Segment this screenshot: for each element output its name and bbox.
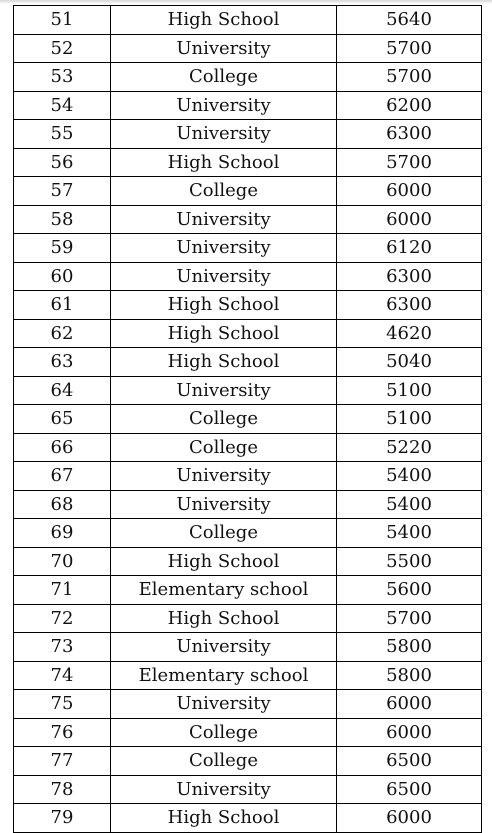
row-number-cell: 60 xyxy=(14,262,111,291)
value-cell: 6000 xyxy=(337,804,482,833)
value-cell: 5500 xyxy=(337,547,482,576)
table-row xyxy=(14,120,482,149)
education-cell: College xyxy=(111,405,337,434)
value-cell: 6500 xyxy=(337,747,482,776)
value-cell: 5700 xyxy=(337,604,482,633)
table-row xyxy=(14,348,482,377)
education-cell: College xyxy=(111,433,337,462)
value-cell: 6300 xyxy=(337,291,482,320)
value-cell: 6120 xyxy=(337,234,482,263)
table-row xyxy=(14,91,482,120)
row-number-cell: 54 xyxy=(14,91,111,120)
value-cell: 5100 xyxy=(337,376,482,405)
row-number-cell: 56 xyxy=(14,148,111,177)
value-cell: 5600 xyxy=(337,576,482,605)
row-number-cell: 55 xyxy=(14,120,111,149)
table-row xyxy=(14,747,482,776)
value-cell: 6000 xyxy=(337,690,482,719)
education-cell: College xyxy=(111,63,337,92)
row-number-cell: 62 xyxy=(14,319,111,348)
row-number-cell: 70 xyxy=(14,547,111,576)
value-cell: 6000 xyxy=(337,205,482,234)
row-number-cell: 75 xyxy=(14,690,111,719)
row-number-cell: 67 xyxy=(14,462,111,491)
table-row xyxy=(14,291,482,320)
row-number-cell: 52 xyxy=(14,34,111,63)
table-row xyxy=(14,718,482,747)
education-cell: College xyxy=(111,519,337,548)
education-cell: Elementary school xyxy=(111,661,337,690)
table-row xyxy=(14,604,482,633)
data-table xyxy=(13,5,482,833)
value-cell: 5700 xyxy=(337,63,482,92)
education-cell: High School xyxy=(111,604,337,633)
education-cell: College xyxy=(111,747,337,776)
education-cell: University xyxy=(111,234,337,263)
value-cell: 6000 xyxy=(337,718,482,747)
education-cell: High School xyxy=(111,547,337,576)
value-cell: 5040 xyxy=(337,348,482,377)
row-number-cell: 66 xyxy=(14,433,111,462)
value-cell: 5700 xyxy=(337,148,482,177)
education-cell: University xyxy=(111,462,337,491)
table-row xyxy=(14,148,482,177)
table-row xyxy=(14,319,482,348)
row-number-cell: 64 xyxy=(14,376,111,405)
education-cell: University xyxy=(111,91,337,120)
row-number-cell: 58 xyxy=(14,205,111,234)
table-row xyxy=(14,262,482,291)
table-row xyxy=(14,405,482,434)
row-number-cell: 57 xyxy=(14,177,111,206)
row-number-cell: 74 xyxy=(14,661,111,690)
row-number-cell: 73 xyxy=(14,633,111,662)
value-cell: 5400 xyxy=(337,462,482,491)
table-row xyxy=(14,433,482,462)
table-row xyxy=(14,376,482,405)
table-body xyxy=(14,6,482,833)
education-cell: College xyxy=(111,718,337,747)
value-cell: 6200 xyxy=(337,91,482,120)
value-cell: 5100 xyxy=(337,405,482,434)
education-cell: University xyxy=(111,633,337,662)
education-cell: University xyxy=(111,120,337,149)
row-number-cell: 79 xyxy=(14,804,111,833)
table-row xyxy=(14,690,482,719)
value-cell: 4620 xyxy=(337,319,482,348)
table-row xyxy=(14,775,482,804)
row-number-cell: 61 xyxy=(14,291,111,320)
education-cell: University xyxy=(111,34,337,63)
table-row xyxy=(14,804,482,833)
row-number-cell: 65 xyxy=(14,405,111,434)
value-cell: 5640 xyxy=(337,6,482,35)
table-row xyxy=(14,633,482,662)
value-cell: 5800 xyxy=(337,661,482,690)
education-cell: High School xyxy=(111,348,337,377)
row-number-cell: 76 xyxy=(14,718,111,747)
row-number-cell: 72 xyxy=(14,604,111,633)
value-cell: 6500 xyxy=(337,775,482,804)
row-number-cell: 69 xyxy=(14,519,111,548)
education-cell: High School xyxy=(111,6,337,35)
value-cell: 5800 xyxy=(337,633,482,662)
education-cell: University xyxy=(111,490,337,519)
table-row xyxy=(14,462,482,491)
table-row xyxy=(14,177,482,206)
table-row xyxy=(14,661,482,690)
table-row xyxy=(14,547,482,576)
page-top-edge xyxy=(0,0,492,4)
value-cell: 5700 xyxy=(337,34,482,63)
value-cell: 5220 xyxy=(337,433,482,462)
value-cell: 5400 xyxy=(337,490,482,519)
row-number-cell: 51 xyxy=(14,6,111,35)
education-cell: University xyxy=(111,205,337,234)
table-row xyxy=(14,63,482,92)
row-number-cell: 63 xyxy=(14,348,111,377)
education-cell: University xyxy=(111,262,337,291)
education-cell: High School xyxy=(111,804,337,833)
value-cell: 6000 xyxy=(337,177,482,206)
value-cell: 5400 xyxy=(337,519,482,548)
row-number-cell: 53 xyxy=(14,63,111,92)
table-row xyxy=(14,490,482,519)
row-number-cell: 68 xyxy=(14,490,111,519)
row-number-cell: 71 xyxy=(14,576,111,605)
education-cell: University xyxy=(111,376,337,405)
table-row xyxy=(14,6,482,35)
education-cell: College xyxy=(111,177,337,206)
value-cell: 6300 xyxy=(337,120,482,149)
education-cell: High School xyxy=(111,148,337,177)
table-row xyxy=(14,205,482,234)
education-cell: University xyxy=(111,690,337,719)
value-cell: 6300 xyxy=(337,262,482,291)
table-row xyxy=(14,234,482,263)
education-cell: High School xyxy=(111,319,337,348)
table-row xyxy=(14,576,482,605)
row-number-cell: 59 xyxy=(14,234,111,263)
education-cell: High School xyxy=(111,291,337,320)
table-row xyxy=(14,519,482,548)
row-number-cell: 77 xyxy=(14,747,111,776)
education-cell: Elementary school xyxy=(111,576,337,605)
row-number-cell: 78 xyxy=(14,775,111,804)
table-row xyxy=(14,34,482,63)
education-cell: University xyxy=(111,775,337,804)
